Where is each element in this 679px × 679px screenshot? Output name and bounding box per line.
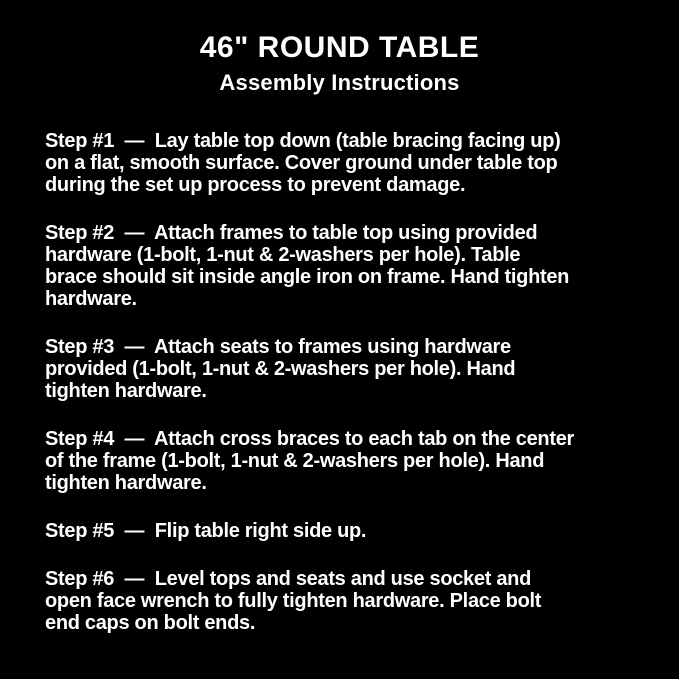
page-title: 46" ROUND TABLE (199, 31, 480, 64)
page-subtitle: Assembly Instructions (219, 70, 460, 95)
step-5-paragraph: Step #5 — Flip table right side up. (45, 520, 367, 542)
step-3-paragraph: Step #3 — Attach seats to frames using hardware provided (1-bolt, 1-nut & 2-washers per hole). Hand tighten hardware. (45, 336, 516, 402)
steps-list (0, 130, 679, 634)
step-1-paragraph: Step #1 — Lay table top down (table bracing facing up) on a flat, smooth surface. Cover ground under table top during the set up process to prevent damage. (45, 130, 561, 196)
step-6-paragraph: Step #6 — Level tops and seats and use socket and open face wrench to fully tighten hardware. Place bolt end caps on bolt ends. (45, 568, 542, 634)
step-2-paragraph: Step #2 — Attach frames to table top using provided hardware (1-bolt, 1-nut & 2-washers per hole). Table brace should sit inside angle iron on frame. Hand tighten hardware. (45, 222, 570, 310)
step-4-paragraph: Step #4 — Attach cross braces to each tab on the center of the frame (1-bolt, 1-nut & 2-washers per hole). Hand tighten hardware. (45, 428, 574, 494)
